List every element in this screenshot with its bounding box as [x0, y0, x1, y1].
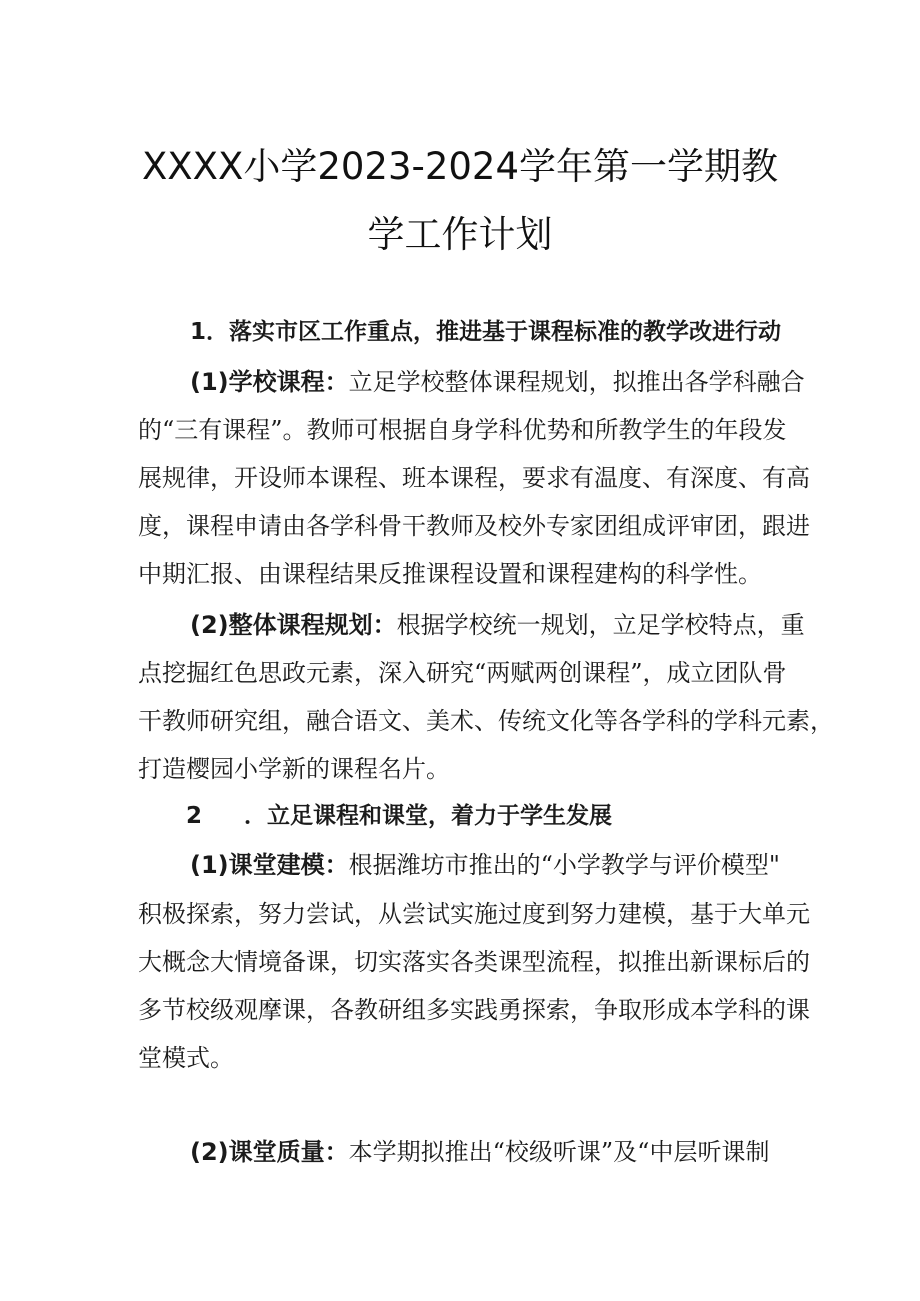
- paragraph-text: 本学期拟推出“校级听课”及“中层听课制: [348, 1138, 770, 1166]
- paragraph-line: 展规律，开设师本课程、班本课程，要求有温度、有深度、有高: [138, 464, 810, 492]
- paragraph-line: 积极探索，努力尝试，从尝试实施过度到努力建模，基于大单元: [138, 900, 810, 928]
- section-2-item-2-first-line: [190, 1140, 769, 1164]
- document-title-line-1: XXXX小学2023-2024学年第一学期教: [141, 145, 779, 188]
- paragraph-line: 干教师研究组，融合语文、美术、传统文化等各学科的学科元素，: [138, 707, 834, 735]
- paragraph-text: 根据学校统一规划，立足学校特点，重: [396, 611, 805, 639]
- section-2-item-1-label: (1)课堂建模：: [190, 851, 349, 879]
- document-title-line-2: 学工作计划: [367, 213, 553, 256]
- section-1-item-2-first-line: [190, 613, 805, 637]
- section-2-heading-text: ．立足课程和课堂，着力于学生发展: [244, 803, 612, 829]
- paragraph-line: 堂模式。: [138, 1044, 234, 1072]
- paragraph-line: 大概念大情境备课，切实落实各类课型流程，拟推出新课标后的: [138, 948, 810, 976]
- paragraph-line: 多节校级观摩课，各教研组多实践勇探索，争取形成本学科的课: [138, 996, 810, 1024]
- paragraph-text: 根据潍坊市推出的“小学教学与评价模型": [348, 851, 780, 879]
- paragraph-line: 度，课程申请由各学科骨干教师及校外专家团组成评审团，跟进: [138, 512, 810, 540]
- section-2-heading: [186, 805, 612, 828]
- section-2-item-1-first-line: [190, 853, 780, 877]
- section-1-heading: 1．落实市区工作重点，推进基于课程标准的教学改进行动: [190, 319, 782, 345]
- section-1-item-1-first-line: [190, 370, 805, 394]
- paragraph-line: 的“三有课程”。教师可根据自身学科优势和所教学生的年段发: [138, 416, 787, 444]
- paragraph-line: 打造樱园小学新的课程名片。: [138, 755, 450, 783]
- paragraph-line: 点挖掘红色思政元素，深入研究“两赋两创课程”，成立团队骨: [138, 659, 787, 687]
- paragraph-line: 中期汇报、由课程结果反推课程设置和课程建构的科学性。: [138, 560, 762, 588]
- section-2-item-2-label: (2)课堂质量：: [190, 1138, 349, 1166]
- section-2-number: 2: [186, 803, 203, 829]
- section-1-item-2-label: (2)整体课程规划：: [190, 611, 397, 639]
- section-1-item-1-label: (1)学校课程：: [190, 368, 349, 396]
- paragraph-text: 立足学校整体课程规划，拟推出各学科融合: [348, 368, 805, 396]
